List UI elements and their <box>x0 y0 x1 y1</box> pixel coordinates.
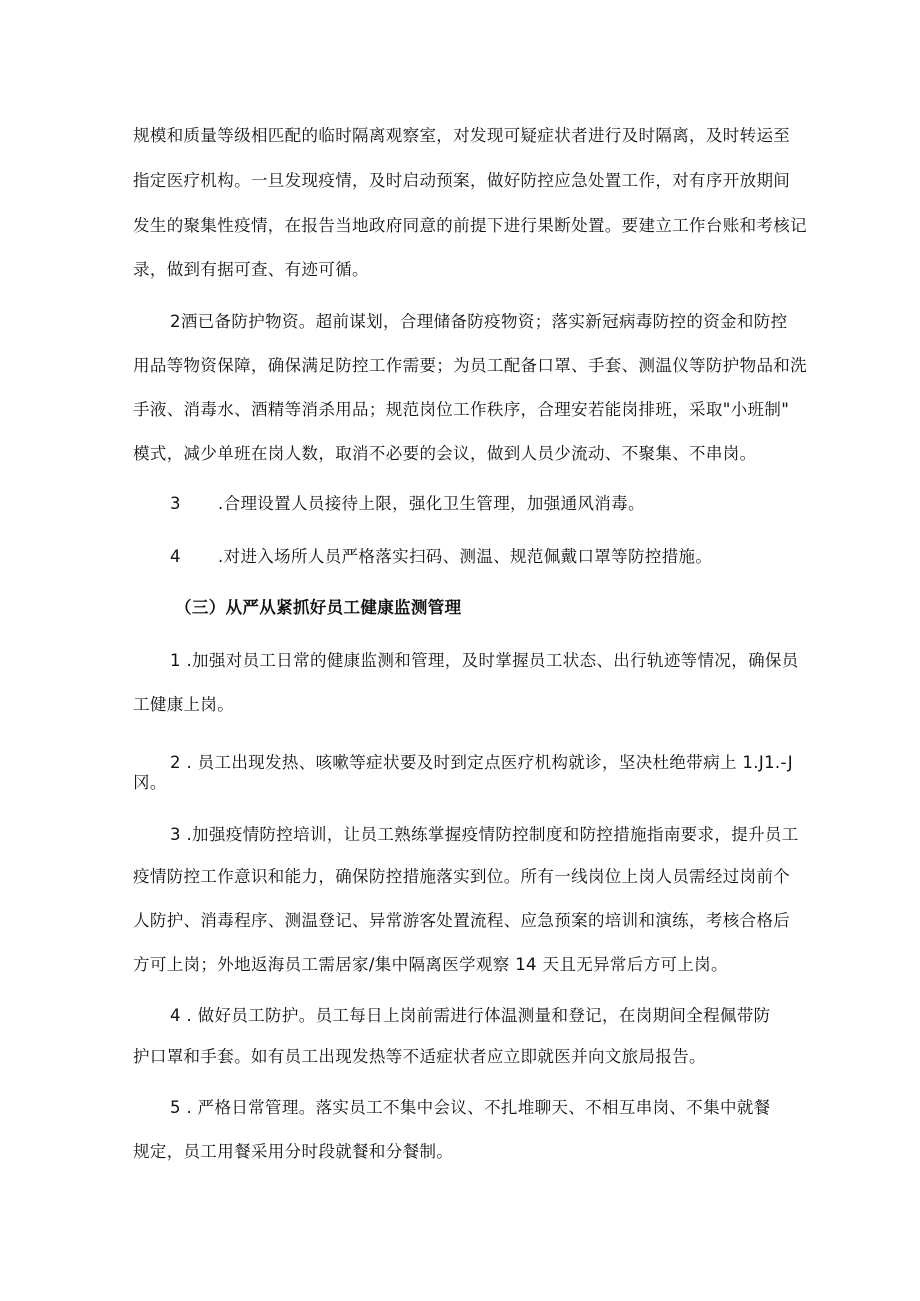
text-line: 模式，减少单班在岗人数，取消不必要的会议，做到人员少流动、不聚集、不串岗。 <box>133 444 757 463</box>
text-line: 5 . 严格日常管理。落实员工不集中会议、不扎堆聊天、不相互串岗、不集中就餐 <box>170 1098 771 1117</box>
text-line: 指定医疗机构。一旦发现疫情，及时启动预案，做好防控应急处置工作，对有序开放期间 <box>133 171 791 190</box>
item-text: .对进入场所人员严格落实扫码、测温、规范佩戴口罩等防控措施。 <box>218 547 713 566</box>
item-number: 4 <box>170 547 181 566</box>
text-line: 2酒已备防护物资。超前谋划，合理储备防疫物资；落实新冠病毒防控的资金和防控 <box>170 312 788 331</box>
text-line: 1 .加强对员工日常的健康监测和管理，及时掌握员工状态、出行轨迹等情况，确保员 <box>170 651 799 670</box>
text-line: 4 . 做好员工防护。员工每日上岗前需进行体温测量和登记，在岗期间全程佩带防 <box>170 1006 771 1025</box>
text-line: 规定，员工用餐采用分时段就餐和分餐制。 <box>133 1142 454 1161</box>
text-line: 冈。 <box>133 773 167 792</box>
item-number: 3 <box>170 494 181 513</box>
text-line: 用品等物资保障，确保满足防控工作需要；为员工配备口罩、手套、测温仪等防护物品和洗 <box>133 356 807 375</box>
text-line: 手液、消毒水、酒精等消杀用品；规范岗位工作秩序，合理安若能岗排班，采取"小班制" <box>133 400 790 419</box>
list-item <box>170 493 645 515</box>
text-line: 工健康上岗。 <box>133 695 235 714</box>
item-text: .合理设置人员接待上限，强化卫生管理，加强通风消毒。 <box>218 494 645 513</box>
text-line: 方可上岗；外地返海员工需居家/集中隔离医学观察 14 天且无异常后方可上岗。 <box>133 955 728 974</box>
text-line: 录，做到有据可查、有迹可循。 <box>133 260 369 279</box>
text-line: 2 . 员工出现发热、咳嗽等症状要及时到定点医疗机构就诊，坚决杜绝带病上 1.J1.-J <box>170 753 793 772</box>
text-line: 护口罩和手套。如有员工出现发热等不适症状者应立即就医并向文旅局报告。 <box>133 1047 706 1066</box>
text-line: 规模和质量等级相匹配的临时隔离观察室，对发现可疑症状者进行及时隔离，及时转运至 <box>133 126 791 145</box>
section-heading: （三）从严从紧抓好员工健康监测管理 <box>175 598 462 617</box>
text-line: 3 .加强疫情防控培训，让员工熟练掌握疫情防控制度和防控措施指南要求，提升员工 <box>170 825 799 844</box>
text-line: 人防护、消毒程序、测温登记、异常游客处置流程、应急预案的培训和演练，考核合格后 <box>133 911 791 930</box>
text-line: 发生的聚集性疫情，在报告当地政府同意的前提下进行果断处置。要建立工作台账和考核记 <box>133 216 807 235</box>
list-item <box>170 546 712 568</box>
text-line: 疫情防控工作意识和能力，确保防控措施落实到位。所有一线岗位上岗人员需经过岗前个 <box>133 867 791 886</box>
